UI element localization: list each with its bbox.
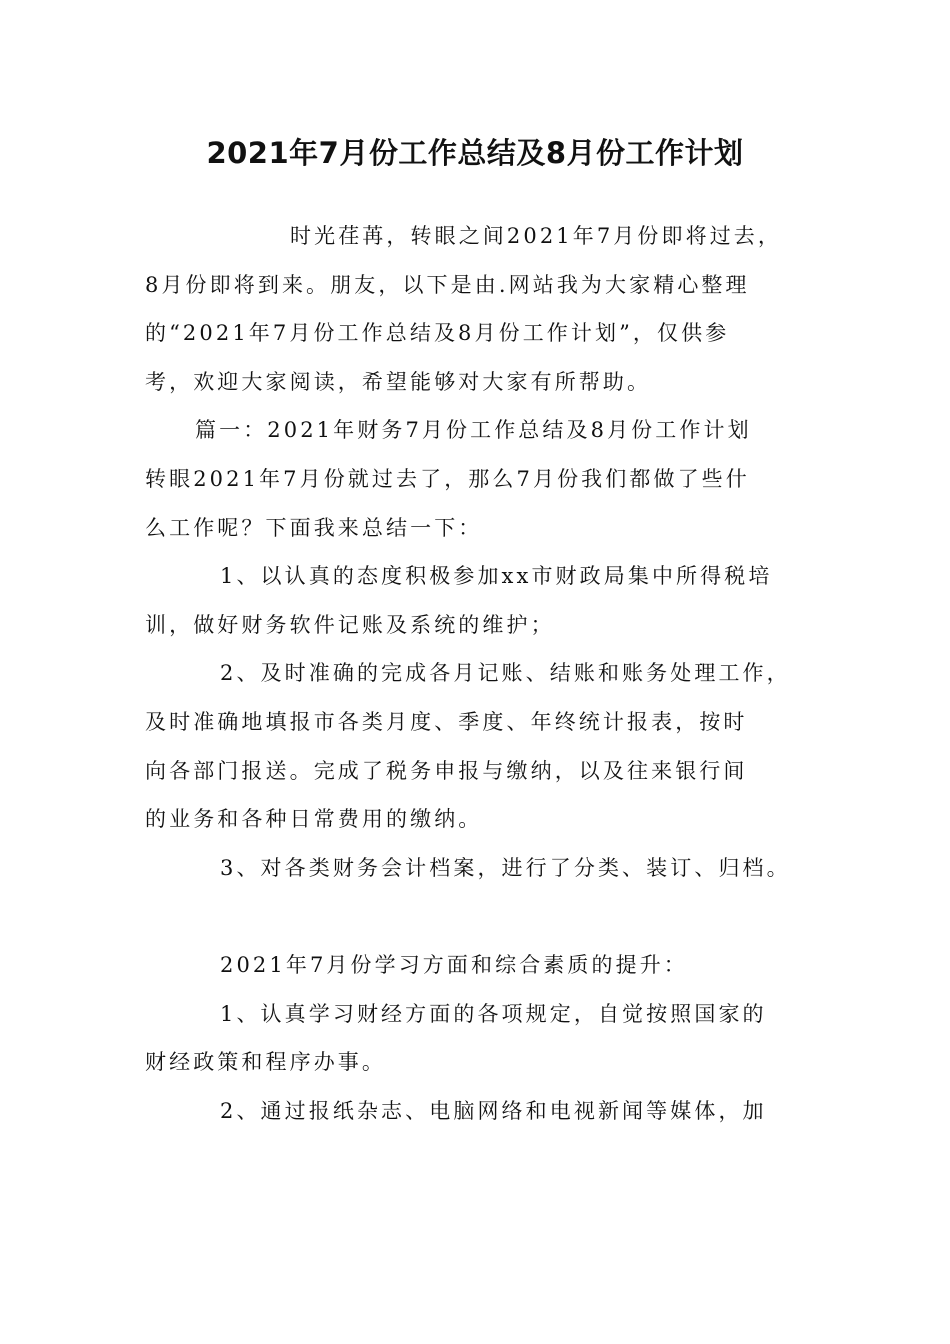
paragraph-line: 1、以认真的态度积极参加xx市财政局集中所得税培 bbox=[220, 564, 773, 589]
paragraph-line: 训，做好财务软件记账及系统的维护； bbox=[145, 612, 555, 637]
paragraph-line: 么工作呢？下面我来总结一下： bbox=[145, 515, 483, 540]
paragraph-line: 的“2021年7月份工作总结及8月份工作计划”，仅供参 bbox=[145, 321, 730, 346]
section-heading-line: 2021年7月份学习方面和综合素质的提升： bbox=[220, 952, 688, 977]
paragraph-line: 时光荏苒，转眼之间2021年7月份即将过去， bbox=[290, 224, 783, 248]
paragraph-line: 向各部门报送。完成了税务申报与缴纳，以及往来银行间 bbox=[145, 758, 748, 783]
paragraph-line: 8月份即将到来。朋友，以下是由.网站我为大家精心整理 bbox=[145, 272, 750, 297]
paragraph-line: 3、对各类财务会计档案，进行了分类、装订、归档。 bbox=[220, 855, 791, 880]
paragraph-line: 转眼2021年7月份就过去了，那么7月份我们都做了些什 bbox=[145, 466, 750, 491]
blank-line bbox=[145, 892, 810, 941]
paragraph-line: 的业务和各种日常费用的缴纳。 bbox=[145, 807, 483, 832]
paragraph-line: 财经政策和程序办事。 bbox=[145, 1050, 386, 1075]
document-title: 2021年7月份工作总结及8月份工作计划 bbox=[206, 136, 744, 170]
paragraph-line: 2、通过报纸杂志、电脑网络和电视新闻等媒体，加 bbox=[220, 1098, 767, 1123]
paragraph-line: 1、认真学习财经方面的各项规定，自觉按照国家的 bbox=[220, 1001, 767, 1026]
paragraph-line: 及时准确地填报市各类月度、季度、年终统计报表，按时 bbox=[145, 709, 748, 734]
paragraph-line: 考，欢迎大家阅读，希望能够对大家有所帮助。 bbox=[145, 369, 652, 394]
paragraph-line: 篇一：2021年财务7月份工作总结及8月份工作计划 bbox=[195, 418, 752, 443]
paragraph-line: 2、及时准确的完成各月记账、结账和账务处理工作， bbox=[220, 661, 791, 686]
document-body bbox=[145, 212, 810, 1135]
